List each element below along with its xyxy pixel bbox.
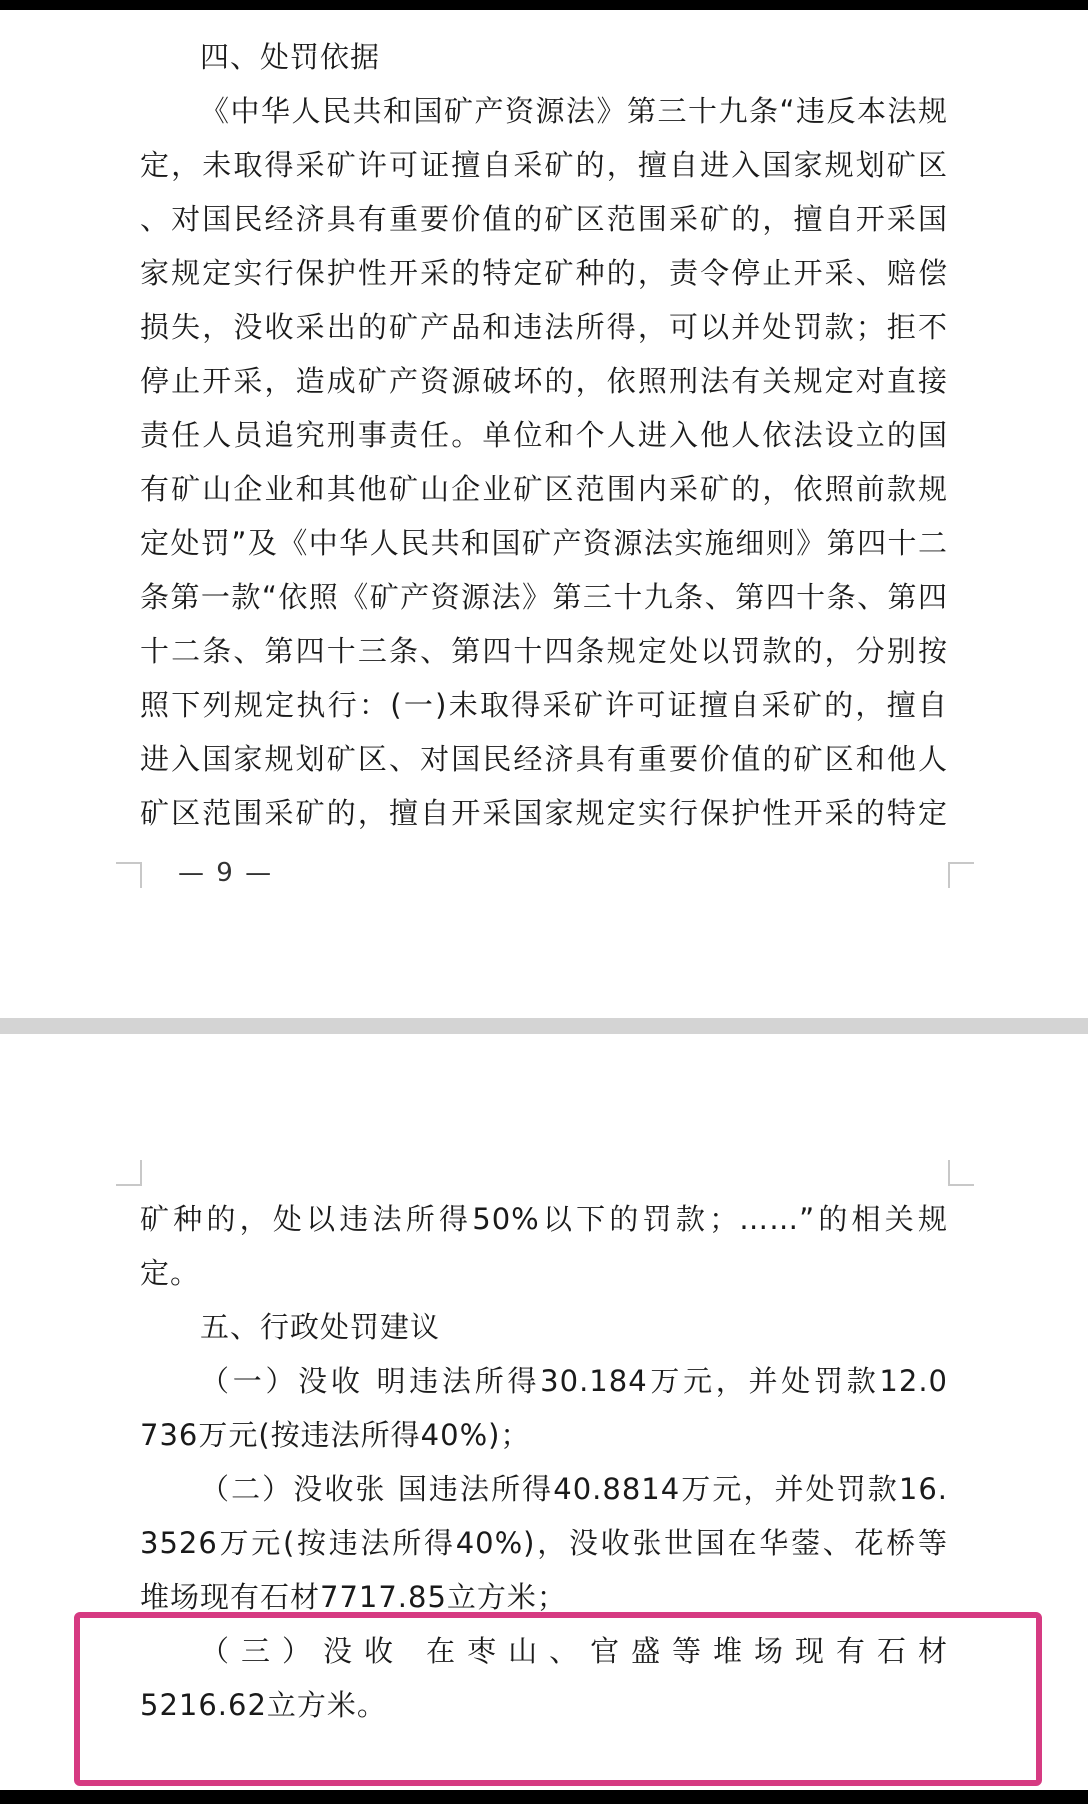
- section-heading: 四、处罚依据: [200, 40, 381, 74]
- text-line: 责任人员追究刑事责任。单位和个人进入他人依法设立的国: [140, 418, 948, 452]
- section-four: [140, 30, 948, 840]
- text-line: 停止开采，造成矿产资源破坏的，依照刑法有关规定对直接: [140, 364, 948, 398]
- recommendation-item-1: （一）没收 明违法所得30.184万元，并处罚款12.0: [200, 1364, 948, 1398]
- bottom-edge: [0, 1790, 1088, 1804]
- text-line: 进入国家规划矿区、对国民经济具有重要价值的矿区和他人: [140, 742, 948, 776]
- page-corner-mark: [116, 862, 142, 888]
- page-corner-mark: [948, 862, 974, 888]
- text-line: 十二条、第四十三条、第四十四条规定处以罚款的，分别按: [140, 634, 948, 668]
- highlight-box: [74, 1612, 1042, 1786]
- text-line: 定。: [140, 1256, 201, 1290]
- text-line: 矿区范围采矿的，擅自开采国家规定实行保护性开采的特定: [140, 796, 948, 830]
- recommendation-item-2: 堆场现有石材7717.85立方米；: [140, 1580, 567, 1614]
- text-line: 《中华人民共和国矿产资源法》第三十九条“违反本法规: [200, 94, 948, 128]
- page-number: — 9 —: [178, 858, 274, 888]
- text-line: 照下列规定执行：(一)未取得采矿许可证擅自采矿的，擅自: [140, 688, 948, 722]
- page-separator: [0, 1018, 1088, 1034]
- text-line: 定，未取得采矿许可证擅自采矿的，擅自进入国家规划矿区: [140, 148, 948, 182]
- text-line: 定处罚”及《中华人民共和国矿产资源法实施细则》第四十二: [140, 526, 948, 560]
- page-corner-mark: [948, 1160, 974, 1186]
- recommendation-item-2: 3526万元(按违法所得40%)，没收张世国在华蓥、花桥等: [140, 1526, 948, 1560]
- text-line: 有矿山企业和其他矿山企业矿区范围内采矿的，依照前款规: [140, 472, 948, 506]
- recommendation-item-1: 736万元(按违法所得40%)；: [140, 1418, 531, 1452]
- text-line: 、对国民经济具有重要价值的矿区范围采矿的，擅自开采国: [140, 202, 948, 236]
- section-heading: 五、行政处罚建议: [200, 1310, 441, 1344]
- document-page-9: [0, 10, 1088, 1018]
- recommendation-item-3: 5216.62立方米。: [140, 1688, 387, 1722]
- text-line: 损失，没收采出的矿产品和违法所得，可以并处罚款；拒不: [140, 310, 948, 344]
- text-line: 条第一款“依照《矿产资源法》第三十九条、第四十条、第四: [140, 580, 948, 614]
- recommendation-item-2: （二）没收张 国违法所得40.8814万元，并处罚款16.: [200, 1472, 948, 1506]
- recommendation-item-3: （三）没收 在枣山、官盛等堆场现有石材: [200, 1634, 948, 1668]
- text-line: 矿种的，处以违法所得50%以下的罚款；……”的相关规: [140, 1202, 948, 1236]
- text-line: 家规定实行保护性开采的特定矿种的，责令停止开采、赔偿: [140, 256, 948, 290]
- page-corner-mark: [116, 1160, 142, 1186]
